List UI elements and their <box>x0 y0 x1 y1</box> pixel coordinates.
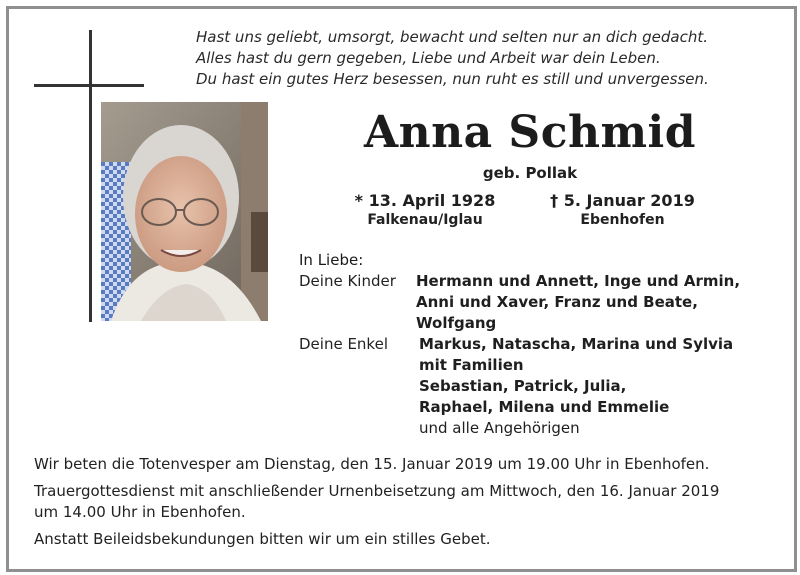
service-note: Trauergottesdienst mit anschließender Urnenbeisetzung am Mittwoch, den 16. Januar 2019 <box>34 482 720 500</box>
children-line: Anni und Xaver, Franz und Beate, <box>416 293 698 311</box>
birth-date: * 13. April 1928 <box>354 191 496 210</box>
grandchildren-line: Raphael, Milena und Emmelie <box>419 398 670 416</box>
death-place: Ebenhofen <box>580 212 665 228</box>
vesper-note: Wir beten die Totenvesper am Dienstag, den 15. Januar 2019 um 19.00 Uhr in Ebenhofen. <box>34 455 710 473</box>
grandchildren-line: Sebastian, Patrick, Julia, <box>419 377 627 395</box>
condolence-request: Anstatt Beileidsbekundungen bitten wir um ein stilles Gebet. <box>34 530 491 548</box>
cross-bar <box>34 84 144 87</box>
portrait-image <box>101 102 268 321</box>
children-line: Hermann und Annett, Inge und Armin, <box>416 272 741 290</box>
death-date: † 5. Januar 2019 <box>550 191 695 210</box>
grandchildren-line: mit Familien <box>419 356 524 374</box>
relatives: und alle Angehörigen <box>419 419 580 437</box>
grandchildren-line: Markus, Natascha, Marina und Sylvia <box>419 335 734 353</box>
birth-place: Falkenau/Iglau <box>367 212 483 228</box>
children-label: Deine Kinder <box>299 272 396 290</box>
grandchildren-label: Deine Enkel <box>299 335 388 353</box>
death-block <box>540 191 705 228</box>
deceased-name: Anna Schmid <box>363 107 697 158</box>
footer <box>34 454 774 556</box>
service-note-cont: um 14.00 Uhr in Ebenhofen. <box>34 503 246 521</box>
poem-line: Hast uns geliebt, umsorgt, bewacht und selten nur an dich gedacht. <box>196 28 709 46</box>
poem-line: Du hast ein gutes Herz besessen, nun ruht es still und unvergessen. <box>196 70 709 88</box>
poem <box>196 27 776 90</box>
family-list <box>299 250 779 439</box>
birth-block <box>345 191 505 228</box>
birth-name: geb. Pollak <box>482 164 578 182</box>
poem-line: Alles hast du gern gegeben, Liebe und Arbeit war dein Leben. <box>196 49 661 67</box>
portrait-photo <box>101 102 268 321</box>
family-intro: In Liebe: <box>299 251 364 269</box>
children-line: Wolfgang <box>416 314 497 332</box>
cross-icon <box>89 30 92 322</box>
